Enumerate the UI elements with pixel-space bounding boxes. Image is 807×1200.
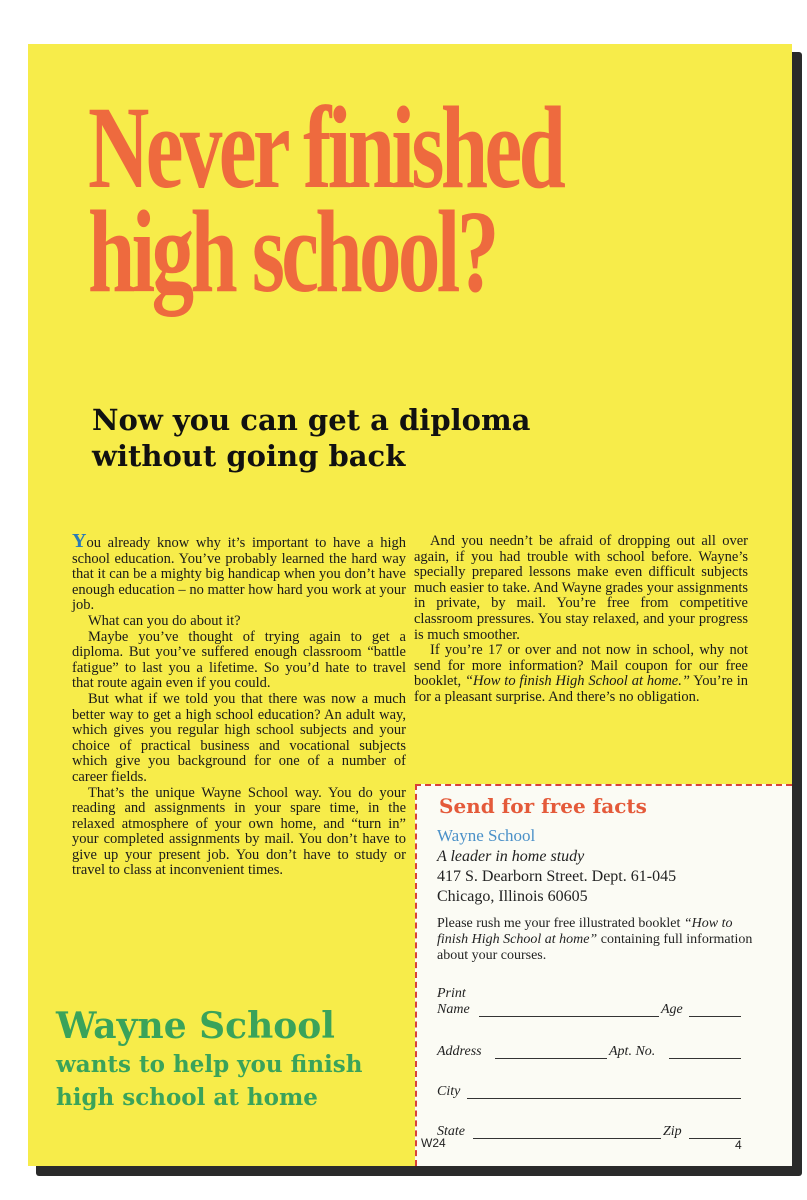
body-column-right <box>414 534 748 706</box>
body-paragraph: Maybe you’ve thought of trying again to get a diploma. But you’ve suffered enough classroom “battle fatigue” to last you a lifetime. So you’d hate to travel that route again even if you could. <box>72 628 406 692</box>
address-field[interactable] <box>495 1058 607 1059</box>
drop-cap: Y <box>72 530 87 552</box>
coupon-address-line-1: 417 S. Dearborn Street. Dept. 61-045 <box>437 868 677 885</box>
promo-school-name: Wayne School <box>56 1005 335 1047</box>
print-code: W24 <box>421 1136 446 1150</box>
body-paragraph: You already know why it’s important to have a high school education. You’ve probably learned the hard way that it can be a mighty big handicap when you don’t have enough education – no matter how hard you work at your job. <box>72 530 406 614</box>
headline-line-1: Never finished <box>88 82 563 213</box>
coupon-address-line-2: Chicago, Illinois 60605 <box>437 888 588 905</box>
apt-field[interactable] <box>669 1058 741 1059</box>
mail-coupon <box>415 784 792 1166</box>
body-paragraph: If you’re 17 or over and not now in school, why not send for more information? Mail coupon for our free booklet, “How to finish High School at home.” You’re in for a pleasant surprise. And there’s no obligation. <box>414 642 749 705</box>
city-label: City <box>437 1084 461 1099</box>
age-label: Age <box>661 1002 683 1017</box>
subhead-line-1: Now you can get a diploma <box>92 403 531 437</box>
headline-line-2: high school? <box>88 186 496 317</box>
body-paragraph: That’s the unique Wayne School way. You do your reading and assignments in your spare time, in the relaxed atmosphere of your own home, and “turn in” your completed assignments by mail. You don’t have to give up your present job. You don’t have to study or travel to class at inconvenient times. <box>72 784 406 879</box>
promo-tagline-2: high school at home <box>56 1084 318 1111</box>
coupon-title: Send for free facts <box>439 794 647 818</box>
coupon-description: Please rush me your free illustrated booklet “How to finish High School at home” containing full information about your courses. <box>437 916 753 963</box>
body-column-left <box>72 530 406 879</box>
state-label: State <box>437 1124 465 1139</box>
address-label: Address <box>437 1044 482 1059</box>
age-field[interactable] <box>689 1016 741 1017</box>
subhead <box>92 402 530 474</box>
subhead-line-2: without going back <box>92 439 406 473</box>
zip-label: Zip <box>663 1124 682 1139</box>
booklet-title: “How to finish High School at home.” <box>464 673 690 690</box>
name-label: Name <box>437 1002 470 1017</box>
coupon-subtitle: A leader in home study <box>437 848 585 865</box>
promo-block <box>56 1004 362 1114</box>
apt-label: Apt. No. <box>609 1044 656 1059</box>
name-field[interactable] <box>479 1016 659 1017</box>
page-mark: 4 <box>735 1138 742 1152</box>
city-field[interactable] <box>467 1098 741 1099</box>
body-paragraph: And you needn’t be afraid of dropping out all over again, if you had trouble with school before. Wayne’s specially prepared lessons make even difficult subjects much easier to take. And Wayne grades your assignments in private, by mail. You’re free from competitive classroom pressures. You stay relaxed, and your progress is much smoother. <box>414 533 748 643</box>
coupon-school-name: Wayne School <box>437 826 536 845</box>
print-label: Print <box>437 986 466 1001</box>
headline <box>88 82 585 317</box>
ad-page <box>28 44 792 1166</box>
zip-field[interactable] <box>689 1138 741 1139</box>
body-paragraph: But what if we told you that there was now a much better way to get a high school education? An adult way, which gives you regular high school subjects and your choice of practical business and vocational subjects which give you background for one of a number of career fields. <box>72 690 406 785</box>
state-field[interactable] <box>473 1138 661 1139</box>
promo-tagline-1: wants to help you finish <box>56 1051 363 1078</box>
body-paragraph: What can you do about it? <box>88 612 241 629</box>
